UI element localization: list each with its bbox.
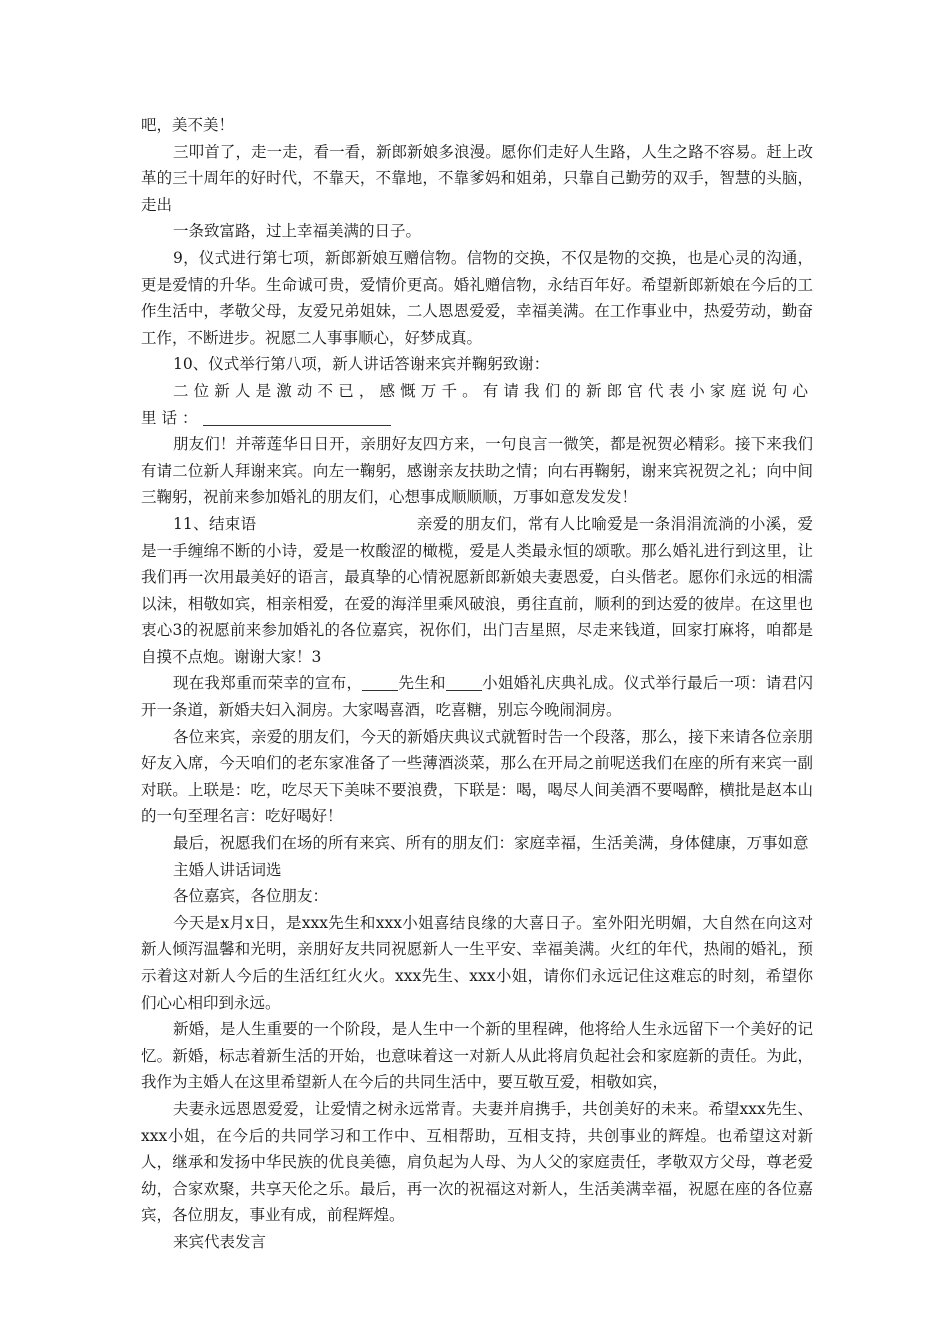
paragraph-10: 各位来宾，亲爱的朋友们，今天的新婚庆典议式就暂时告一个段落，那么，接下来请各位亲朋好友入席，今天咱们的老东家准备了一些薄酒淡菜，那么在开局之前呢送我们在座的所有来宾一副对联。上联是：吃，吃尽天下美味不要浪费，下联是：喝，喝尽人间美酒不要喝醉，横批是赵本山的一句至理名言：吃好喝好！ [141, 727, 813, 826]
groom-name-blank [362, 672, 398, 691]
document-page [141, 112, 813, 1256]
paragraph-15: 新婚，是人生重要的一个阶段，是人生中一个新的里程碑，他将给人生永远留下一个美好的记忆。新婚，标志着新生活的开始，也意味着这一对新人从此将肩负起社会和家庭新的责任。为此，我作为主婚人在这里希望新人在今后的共同生活中，要互敬互爱，相敬如宾， [141, 1020, 813, 1092]
paragraph-9-part-1: 现在我郑重而荣幸的宣布， [173, 674, 363, 693]
paragraph-11: 最后，祝愿我们在场的所有来宾、所有的朋友们：家庭幸福，生活美满，身体健康，万事如意 [173, 834, 809, 853]
bride-name-blank [446, 672, 482, 691]
paragraph-9 [141, 670, 813, 723]
section-heading-guest: 来宾代表发言 [173, 1232, 267, 1251]
paragraph-9-part-2: 先生和 [398, 674, 446, 693]
paragraph-13: 各位嘉宾，各位朋友： [173, 887, 329, 906]
answer-blank-line [203, 407, 391, 426]
paragraph-4: 9，仪式进行第七项，新郎新娘互赠信物。信物的交换，不仅是物的交换，也是心灵的沟通，更是爱情的升华。生命诚可贵，爱情价更高。婚礼赠信物，永结百年好。希望新郎新娘在今后的工作生活中，孝敬父母，友爱兄弟姐妹，二人恩恩爱爱，幸福美满。在工作事业中，热爱劳动，勤奋工作，不断进步。祝愿二人事事顺心，好梦成真。 [141, 248, 813, 347]
paragraph-8 [141, 511, 813, 671]
paragraph-6 [141, 378, 813, 431]
closing-heading: 11、结束语 [173, 514, 257, 533]
paragraph-1: 吧，美不美！ [141, 116, 235, 134]
paragraph-6-text: 二位新人是激动不已，感慨万千。有请我们的新郎官代表小家庭说句心里话： [141, 381, 813, 427]
paragraph-14: 今天是x月x日，是xxx先生和xxx小姐喜结良缘的大喜日子。室外阳光明媚，大自然在向这对新人倾泻温馨和光明，亲朋好友共同祝愿新人一生平安、幸福美满。火红的年代，热闹的婚礼，预示着这对新人今后的生活红红火火。xxx先生、xxx小姐，请你们永远记住这难忘的时刻，希望你们心心相印到永远。 [141, 913, 813, 1012]
paragraph-7: 朋友们！并蒂莲华日日开，亲朋好友四方来，一句良言一微笑，都是祝贺必精彩。接下来我们有请二位新人拜谢来宾。向左一鞠躬，感谢亲友扶助之情；向右再鞠躬，谢来宾祝贺之礼；向中间三鞠躬，祝前来参加婚礼的朋友们，心想事成顺顺顺，万事如意发发发！ [141, 435, 813, 507]
paragraph-3: 一条致富路，过上幸福美满的日子。 [173, 222, 422, 241]
paragraph-2: 三叩首了，走一走，看一看，新郎新娘多浪漫。愿你们走好人生路，人生之路不容易。赶上改革的三十周年的好时代，不靠天，不靠地，不靠爹妈和姐弟，只靠自己勤劳的双手，智慧的头脑，走出 [141, 142, 813, 214]
paragraph-16: 夫妻永远恩恩爱爱，让爱情之树永远常青。夫妻并肩携手，共创美好的未来。希望xxx先生、xxx小姐，在今后的共同学习和工作中、互相帮助，互相支持，共创事业的辉煌。也希望这对新人，继承和发扬中华民族的优良美德，肩负起为人母、为人父的家庭责任，孝敬双方父母，尊老爱幼，合家欢聚，共享天伦之乐。最后，再一次的祝福这对新人，生活美满幸福，祝愿在座的各位嘉宾，各位朋友，事业有成，前程辉煌。 [141, 1099, 813, 1225]
paragraph-5: 10、仪式举行第八项，新人讲话答谢来宾并鞠躬致谢： [173, 355, 550, 374]
closing-text: 亲爱的朋友们，常有人比喻爱是一条涓涓流淌的小溪，爱是一手缠绵不断的小诗，爱是一枚酸涩的橄榄，爱是人类最永恒的颂歌。那么婚礼进行到这里，让我们再一次用最美好的语言，最真挚的心情祝愿新郎新娘夫妻恩爱，白头偕老。愿你们永远的相濡以沫，相敬如宾，相亲相爱，在爱的海洋里乘风破浪，勇往直前，顺利的到达爱的彼岸。在这里也衷心3的祝愿前来参加婚礼的各位嘉宾，祝你们，出门吉星照，尽走来钱道，回家打麻将，咱都是自摸不点炮。谢谢大家！3 [141, 514, 813, 666]
paragraph-9-part-3: 小姐婚礼庆典礼成。仪式举行最后一项：请君闪开一条道，新婚夫妇入洞房。大家喝喜酒，吃喜糖，别忘今晚闹洞房。 [141, 674, 813, 720]
section-heading-officiant: 主婚人讲话词选 [173, 860, 282, 879]
